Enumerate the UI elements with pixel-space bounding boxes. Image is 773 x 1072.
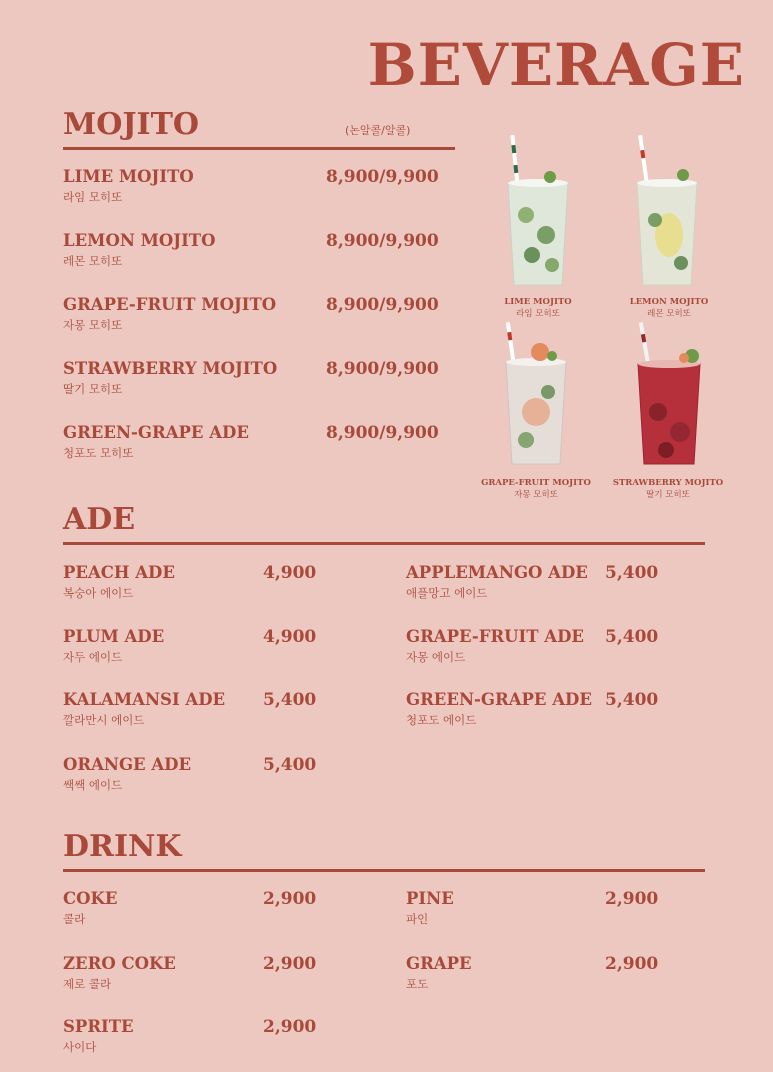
item-name: GRAPE	[406, 954, 472, 973]
item-name-ko: 자몽 에이드	[406, 650, 466, 664]
item-price: 5,400	[263, 755, 317, 775]
photo-caption-lime-mojito	[473, 296, 603, 320]
item-name: ZERO COKE	[63, 954, 176, 973]
photo-caption-strawberry-mojito	[603, 477, 733, 501]
item-name: GRAPE-FRUIT MOJITO	[63, 295, 277, 314]
item-name: COKE	[63, 889, 118, 908]
item-name-ko: 복숭아 에이드	[63, 586, 134, 600]
item-price: 4,900	[263, 627, 317, 647]
menu-item-plum-ade	[63, 627, 164, 665]
menu-item-zero-coke	[63, 954, 176, 992]
item-name-ko: 청포도 모히또	[63, 446, 134, 460]
menu-item-green-grape-ade	[63, 423, 249, 461]
item-price: 8,900/9,900	[326, 167, 439, 187]
ade-divider	[63, 542, 705, 545]
photo-caption-lemon-mojito	[604, 296, 734, 320]
item-name-ko: 레몬 모히또	[63, 254, 123, 268]
caption-name-ko: 자몽 모히또	[514, 490, 558, 500]
lime-mojito-photo	[498, 135, 578, 295]
menu-title: BEVERAGE	[367, 31, 745, 99]
caption-name-ko: 딸기 모히또	[646, 490, 690, 500]
menu-item-grapefruit-mojito	[63, 295, 276, 333]
item-name: GRAPE-FRUIT ADE	[406, 627, 584, 646]
item-name-ko: 청포도 에이드	[406, 713, 477, 727]
menu-item-grape	[406, 954, 472, 992]
item-name-ko: 파인	[406, 912, 429, 926]
item-price: 8,900/9,900	[326, 359, 439, 379]
lemon-mojito-photo	[625, 135, 705, 295]
item-name-ko: 사이다	[63, 1040, 97, 1054]
caption-name-ko: 레몬 모히또	[647, 309, 691, 319]
section-title-drink: DRINK	[63, 829, 182, 864]
item-price: 2,900	[263, 889, 317, 909]
menu-item-kalamansi-ade	[63, 690, 225, 728]
item-price: 5,400	[605, 690, 659, 710]
item-name-ko: 자몽 모히또	[63, 318, 123, 332]
item-price: 5,400	[605, 563, 659, 583]
item-name: LIME MOJITO	[63, 167, 194, 186]
item-name-ko: 딸기 모히또	[63, 382, 123, 396]
menu-item-peach-ade	[63, 563, 175, 601]
item-name: GREEN-GRAPE ADE	[406, 690, 592, 709]
section-title-mojito: MOJITO	[63, 107, 200, 142]
item-price: 2,900	[605, 954, 659, 974]
menu-item-strawberry-mojito	[63, 359, 277, 397]
item-price: 2,900	[605, 889, 659, 909]
item-name: PLUM ADE	[63, 627, 165, 646]
item-name: SPRITE	[63, 1017, 134, 1036]
menu-item-coke	[63, 889, 117, 927]
photo-caption-grapefruit-mojito	[471, 477, 601, 501]
menu-item-green-grape-ade-2	[406, 690, 592, 728]
caption-name: LEMON MOJITO	[629, 297, 709, 307]
item-price: 8,900/9,900	[326, 295, 439, 315]
item-price: 2,900	[263, 954, 317, 974]
grapefruit-mojito-photo	[496, 322, 576, 472]
mojito-divider	[63, 147, 455, 150]
item-name: PINE	[406, 889, 454, 908]
item-name-ko: 쌕쌕 에이드	[63, 778, 123, 792]
menu-item-applemango-ade	[406, 563, 588, 601]
item-name-ko: 애플망고 에이드	[406, 586, 488, 600]
item-price: 8,900/9,900	[326, 231, 439, 251]
menu-item-sprite	[63, 1017, 134, 1055]
item-name: STRAWBERRY MOJITO	[63, 359, 278, 378]
item-name-ko: 제로 콜라	[63, 977, 112, 991]
caption-name: GRAPE-FRUIT MOJITO	[481, 478, 591, 488]
menu-item-lemon-mojito	[63, 231, 215, 269]
mojito-alcohol-note: (논알콜/알콜)	[345, 124, 411, 137]
item-name: KALAMANSI ADE	[63, 690, 226, 709]
item-price: 8,900/9,900	[326, 423, 439, 443]
item-name-ko: 포도	[406, 977, 429, 991]
item-name: APPLEMANGO ADE	[406, 563, 588, 582]
item-price: 4,900	[263, 563, 317, 583]
section-title-ade: ADE	[63, 502, 136, 537]
menu-item-grapefruit-ade	[406, 627, 584, 665]
item-name: LEMON MOJITO	[63, 231, 216, 250]
item-name-ko: 라임 모히또	[63, 190, 123, 204]
item-name-ko: 자두 에이드	[63, 650, 123, 664]
item-price: 2,900	[263, 1017, 317, 1037]
drink-divider	[63, 869, 705, 872]
item-name: ORANGE ADE	[63, 755, 192, 774]
menu-item-lime-mojito	[63, 167, 194, 205]
menu-item-pine	[406, 889, 454, 927]
item-price: 5,400	[263, 690, 317, 710]
caption-name-ko: 라임 모히또	[516, 309, 560, 319]
item-name-ko: 깔라만시 에이드	[63, 713, 145, 727]
caption-name: STRAWBERRY MOJITO	[612, 478, 724, 488]
menu-item-orange-ade	[63, 755, 191, 793]
item-name-ko: 콜라	[63, 912, 86, 926]
strawberry-mojito-photo	[620, 322, 710, 472]
caption-name: LIME MOJITO	[504, 297, 572, 307]
item-price: 5,400	[605, 627, 659, 647]
item-name: GREEN-GRAPE ADE	[63, 423, 249, 442]
item-name: PEACH ADE	[63, 563, 175, 582]
